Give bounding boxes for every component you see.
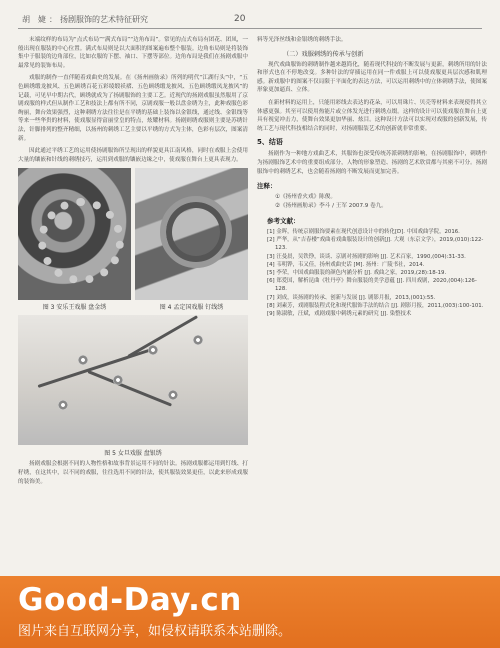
section-heading: 5、结语 <box>257 138 283 147</box>
paragraph: 在新材料的运用上，只能用彩线去表达的花朵，可以用珠片、贝壳等材料来表现使得其立体感更强。其至可以使用热能片或立体发光进行刺绣点缀。这样的设计可以使戏服在舞台上更具有视觉冲击力，使舞台效果更加华丽、炫目。这种设计方法可以实现对戏服的创新发展，传统工艺与现代科技相结合的同时，对扬剧服装艺术的创新就非常重要。 <box>257 99 487 132</box>
figure-plum-blossom-costume-image <box>18 315 248 445</box>
figure-row <box>18 168 248 300</box>
header-title: 扬剧服饰的艺术特征研究 <box>60 14 148 24</box>
paragraph: 扬剧戏服会根据不同的人物性格和故事背景运用不同的针法。扬剧戏服都运用到钉线、打籽绣，在这其中，以不同的戏服，往往选用不同的针法，使其服装效果更佳，以此来形成戏服的装饰美。 <box>18 461 248 485</box>
page-header <box>18 10 482 29</box>
reference-item: [5] 李荣，中国戏曲服装的颜色内涵分析 [J]. 戏曲之家，2019,(28):18-19. <box>267 269 447 276</box>
reference-item: [1] 金晖，传统京剧服饰要素在现代创意设计中的转化[D]. 中国戏曲学院，2016. <box>267 228 460 235</box>
paragraph: 戏服的制作一直伴随着戏曲史的发展。在《扬州画舫录》所列的明代“江湖行头”中，“五色顾绣缎龙披风、五色顾绣百花五彩绫缎袄褶、五色顾绣缎龙披风、五色顾绣缎凤龙披风”的记载，可见早中期古代，顾绣就成为了扬剧服饰的主要工艺。近现代的扬剧戏服虽然服用了京剧戏服的样式但从制作工艺和技法上都有所不同，京剧戏服一般以盘金绣为主，此种戏服色彩绚丽，舞台效果强烈，这种刺绣方法往往是在平绣的基础上装饰以金银线，通过线、金银线等等来一些华贵的材料，使戏服显得富丽堂皇的特点，炫耀材料。扬剧则绣戏服则主要是苏绣针法，针脚排列的整齐精细，以扬州的刺绣工艺主要以平绣的方式为主体，色彩有层次，图案清新。 <box>18 75 248 142</box>
watermark-site-logo: Good-Day.cn <box>18 582 242 618</box>
reference-item: [9] 陈淑敏，汪斌，戏剧戏服中刺绣元素的研究 [J]. 染整技术 <box>267 310 412 317</box>
paragraph: 因此通过平绣工艺的运用使扬剧服饰所呈现出的样貌更具江南风格，同时在戏服上会使用大量的镶嵌和针线的刺绣技巧，运用到戏服的镶嵌边缘之中，使戏服在舞台上更具表现力。 <box>18 148 248 163</box>
reference-item: [2] 严华，从“吉春楼”戏曲看戏曲服装设计的创新[J]. 大观（东京文学），2019,(010):122-123. <box>267 237 484 252</box>
figure-caption-row <box>18 302 248 311</box>
paragraph: 扬剧作为一种地方戏曲艺术，其服饰也深受传统苏派刺绣的影响，在扬剧服饰中，刺绣作为扬剧服饰艺术中的重要组成部分，人物的形象塑造、扬剧的艺术欣赏都与其密不可分。扬剧服饰中的刺绣艺术，也会随着扬剧的不断发展而更加完善。 <box>257 151 487 175</box>
header-author: 胡 婕 <box>22 14 46 24</box>
note-item: ①《扬州香火戏》陈俊。 <box>275 194 336 201</box>
figure-couched-embroidery-image <box>135 168 248 300</box>
subsection-heading: （二）戏服刺绣的传承与创新 <box>283 50 364 58</box>
figure-caption: 图 4 孟定国戏服 钉线绣 <box>159 304 224 312</box>
page-number: 20 <box>234 14 246 24</box>
reference-item: [6] 郑爱国，解析昆曲《牡丹亭》舞台服装的美学意蕴 [J]. 四川戏剧，2020,(004):126-128. <box>267 278 477 293</box>
references-heading: 参考文献： <box>267 216 300 225</box>
figure-caption: 图 5 女旦戏服 盘银绣 <box>104 450 162 458</box>
figure-embroidery-costume-image <box>18 168 131 300</box>
paragraph: 末端纹样的布局为“点式布局”“满式布局”“边角布局”。常见的点式布局有团花、团凤，一般出现在服装的中心位置。满式布局则是以大面积的图案遍布整个服装。边角布局则是将装饰集中于服装的边角部位，比如衣服的下摆、袖口、下摆等部位。边角布局是我们在扬剧戏服中最常见的装饰布局。 <box>18 37 248 69</box>
paragraph: 料等光泽丝线和金银绣的刺绣手法。 <box>257 37 347 43</box>
note-item: ②《扬州画舫录》李斗 / 王军 2007.9 卷九。 <box>275 202 387 209</box>
figure-caption: 图 3 安乐王戏服 盘金绣 <box>42 304 107 312</box>
right-column <box>257 36 487 318</box>
watermark-notice: 图片来自互联网分享，如侵权请联系本站删除。 <box>18 624 292 639</box>
reference-item: [8] 刘素芳，戏剧服装程式化和现代服饰手法的结合 [J]. 剧影月报，2011,(003):100-101. <box>267 302 484 309</box>
left-column <box>18 36 248 490</box>
reference-item: [3] 汪曼晨，吴铁铮，谈谈、京剧对扬剧的影响 [J]. 艺术百家，1990,(004):31-33. <box>267 253 466 260</box>
paragraph: 现代戏曲服饰的刺绣制作越来越简化，随着现代科技的不断发展与更新，刺绣所用的针法和形式也在不停地改变。多种针法的穿插运用在同一件戏服上可以使戏服更具层次感和肌理感。新戏服中的图案不仅局限于平面化的表达方法，可以运用刺绣中的立体刺绣手法，使图案形象更加逼真、立体。 <box>257 61 487 94</box>
reference-item: [4] 韦明铧，韦又佳，扬州戏曲史话 [M]. 扬州：广陵书社，2014. <box>267 261 425 268</box>
header-separator: ： <box>49 14 57 24</box>
reference-item: [7] 刘成，谈扬剧的传承、创新与发展 [J]. 剧影月报，2013,(001):55. <box>267 294 436 301</box>
notes-heading: 注释： <box>257 182 277 191</box>
